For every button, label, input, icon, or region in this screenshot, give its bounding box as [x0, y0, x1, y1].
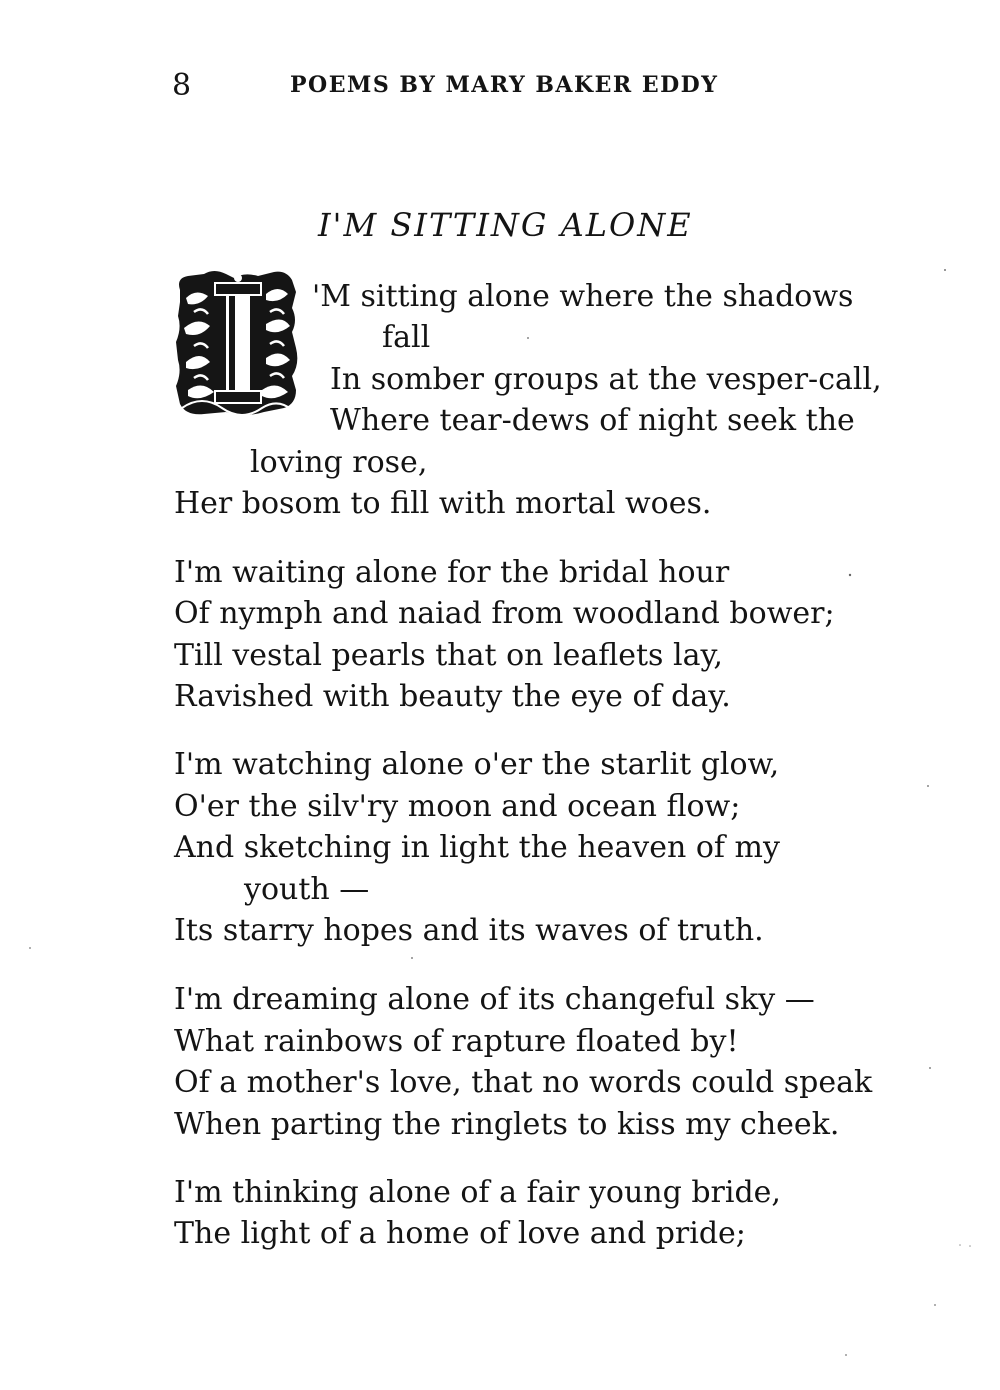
poem-line: I'm watching alone o'er the starlit glow, — [174, 747, 780, 782]
poem-line: Of nymph and naiad from woodland bower; — [174, 596, 835, 631]
poem-line: What rainbows of rapture floated by! — [174, 1024, 739, 1059]
poem-line: Ravished with beauty the eye of day. — [174, 679, 731, 714]
poem-line: Of a mother's love, that no words could speak — [174, 1065, 873, 1100]
poem-line: O'er the silv'ry moon and ocean flow; — [174, 789, 741, 824]
poem-line: The light of a home of love and pride; — [174, 1216, 746, 1251]
poem-line: Its starry hopes and its waves of truth. — [174, 913, 764, 948]
poem-line: Where tear-dews of night seek the — [330, 403, 855, 438]
running-head: POEMS BY MARY BAKER EDDY — [290, 72, 719, 98]
poem-line: I'm waiting alone for the bridal hour — [174, 555, 730, 590]
poem-line: And sketching in light the heaven of my — [174, 830, 780, 865]
poem-line: 'M sitting alone where the shadows — [312, 279, 854, 314]
poem-line: fall — [382, 320, 431, 355]
poem-line: loving rose, — [250, 445, 428, 480]
poem-line: In somber groups at the vesper-call, — [330, 362, 882, 397]
poem-line: When parting the ringlets to kiss my cheek. — [174, 1107, 840, 1142]
page-number: 8 — [172, 68, 192, 103]
poem-line: youth — — [244, 872, 370, 907]
poem-line: Her bosom to fill with mortal woes. — [174, 486, 712, 521]
poem-title: I'M SITTING ALONE — [318, 206, 693, 244]
poem-line: I'm thinking alone of a fair young bride, — [174, 1175, 781, 1210]
poem-line: Till vestal pearls that on leaflets lay, — [174, 638, 723, 673]
poem-line: I'm dreaming alone of its changeful sky — — [174, 982, 815, 1017]
